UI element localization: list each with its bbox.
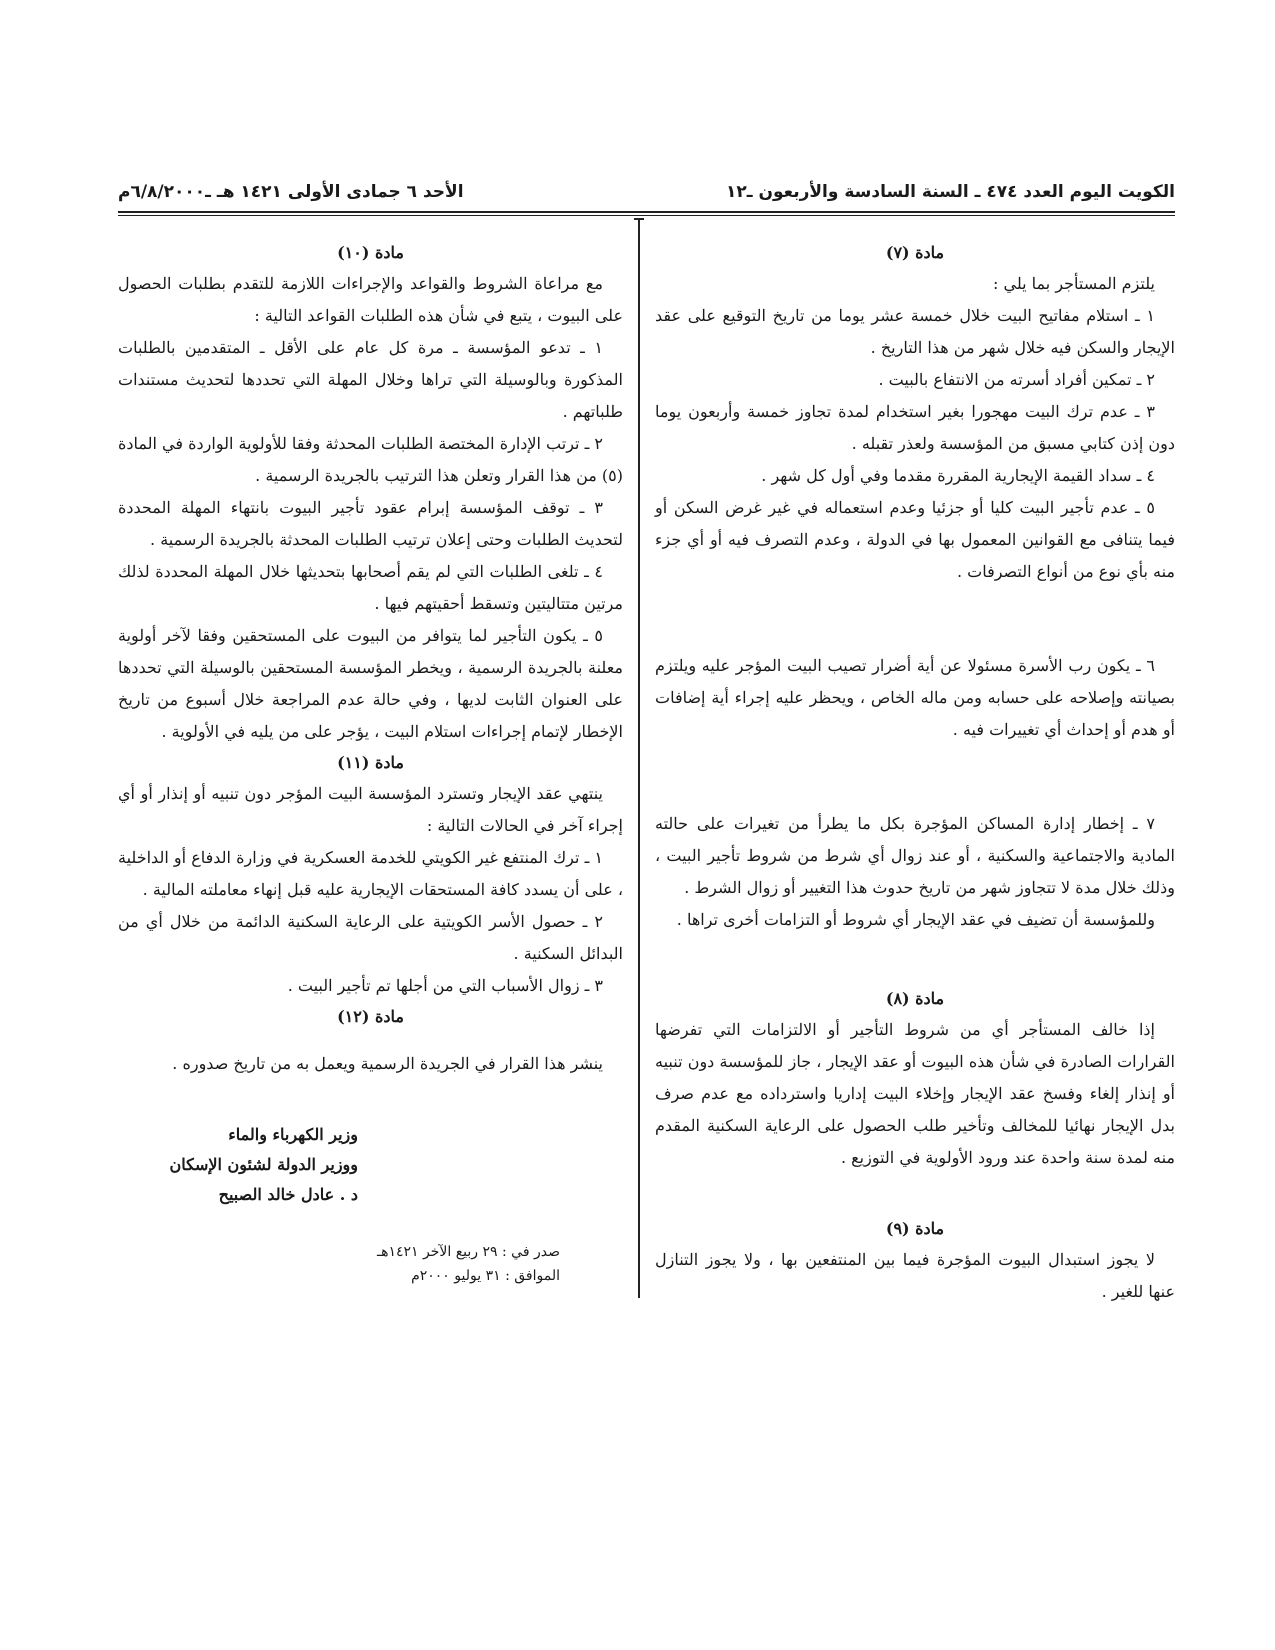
list-item: ٣ ـ عدم ترك البيت مهجورا بغير استخدام لمدة تجاوز خمسة وأربعون يوما دون إذن كتابي مسبق من المؤسسة ولعذر تقبله . <box>655 402 1175 453</box>
article-8 <box>655 984 1175 1174</box>
list-item: ٣ ـ توقف المؤسسة إبرام عقود تأجير البيوت بانتهاء المهلة المحددة لتحديث الطلبات وحتى إعلان ترتيب الطلبات المحدثة بالجريدة الرسمية . <box>118 498 623 549</box>
list-item: ٥ ـ يكون التأجير لما يتوافر من البيوت على المستحقين وفقا لآخر أولوية معلنة بالجريدة الرسمية ، ويخطر المؤسسة المستحقين بالوسيلة التي تحددها على العنوان الثابت لديها ، وفي حالة عدم المراجعة خلال أسبوع من تاريخ الإخطار لإتمام إجراءات استلام البيت ، يؤجر على من يليه في الأولوية . <box>118 626 623 741</box>
header-rule-thin <box>118 215 1175 216</box>
list-item: ٢ ـ ترتب الإدارة المختصة الطلبات المحدثة وفقا للأولوية الواردة في المادة (٥) من هذا القرار وتعلن هذا الترتيب بالجريدة الرسمية . <box>118 434 623 485</box>
article-closing: وللمؤسسة أن تضيف في عقد الإيجار أي شروط أو التزامات أخرى تراها . <box>676 910 1155 929</box>
article-intro: ينتهي عقد الإيجار وتسترد المؤسسة البيت المؤجر دون تنبيه أو إنذار أو أي إجراء آخر في الحالات التالية : <box>118 784 623 835</box>
left-column <box>118 238 623 1080</box>
list-item: ٦ ـ يكون رب الأسرة مسئولا عن أية أضرار تصيب البيت المؤجر عليه ويلتزم بصيانته وإصلاحه على حسابه ومن ماله الخاص ، ويحظر عليه إجراء أية إضافات أو هدم أو إحداث أي تغييرات فيه . <box>655 656 1175 739</box>
article-12 <box>118 1002 623 1080</box>
list-item: ٥ ـ عدم تأجير البيت كليا أو جزئيا وعدم استعماله في غير غرض السكن أو فيما يتنافى مع القوانين المعمول بها في الدولة ، وعدم التصرف فيه أو أي جزء منه بأي نوع من أنواع التصرفات . <box>655 498 1175 581</box>
right-column <box>655 238 1175 1308</box>
article-text: لا يجوز استبدال البيوت المؤجرة فيما بين المنتفعين بها ، ولا يجوز التنازل عنها للغير . <box>655 1250 1175 1301</box>
article-title: مادة (٧) <box>885 243 945 262</box>
column-divider-tick <box>634 218 644 220</box>
issue-date-block <box>330 1240 560 1288</box>
page-header <box>118 178 1175 208</box>
article-10 <box>118 238 623 748</box>
article-11 <box>118 748 623 1002</box>
list-item: ٤ ـ سداد القيمة الإيجارية المقررة مقدما وفي أول كل شهر . <box>761 466 1155 485</box>
list-item: ١ ـ تدعو المؤسسة ـ مرة كل عام على الأقل ـ المتقدمين بالطلبات المذكورة وبالوسيلة التي تراها وخلال المهلة التي تحددها لتحديث مستندات طلباتهم . <box>118 338 623 421</box>
article-title: مادة (٩) <box>885 1219 945 1238</box>
article-9 <box>655 1214 1175 1308</box>
signature-name: د . عادل خالد الصبيح <box>218 1185 358 1204</box>
list-item: ٢ ـ تمكين أفراد أسرته من الانتفاع بالبيت . <box>878 370 1155 389</box>
minister-signature <box>118 1120 358 1210</box>
article-text: إذا خالف المستأجر أي من شروط التأجير أو الالتزامات التي تفرضها القرارات الصادرة في شأن هذه البيوت أو عقد الإيجار ، جاز للمؤسسة دون تنبيه أو إنذار إلغاء وفسخ عقد الإيجار وإخلاء البيت إداريا واسترداده مع عدم صرف بدل الإيجار نهائيا للمخالف وتأخير طلب الحصول على الرعاية السكنية المقدم منه لمدة سنة واحدة عند ورود الأولوية في التوزيع . <box>655 1020 1175 1167</box>
list-item: ١ ـ ترك المنتفع غير الكويتي للخدمة العسكرية في وزارة الدفاع أو الداخلية ، على أن يسدد كافة المستحقات الإيجارية عليه قبل إنهاء معاملته المالية . <box>118 848 623 899</box>
issued-gregorian: الموافق : ٣١ يوليو ٢٠٠٠م <box>411 1268 560 1284</box>
article-title: مادة (١٠) <box>337 243 404 262</box>
list-item: ١ ـ استلام مفاتيح البيت خلال خمسة عشر يوما من تاريخ التوقيع على عقد الإيجار والسكن فيه خلال شهر من هذا التاريخ . <box>655 306 1175 357</box>
list-item: ٣ ـ زوال الأسباب التي من أجلها تم تأجير البيت . <box>287 976 603 995</box>
list-item: ٧ ـ إخطار إدارة المساكن المؤجرة بكل ما يطرأ من تغيرات على حالته المادية والاجتماعية والسكنية ، أو عند زوال أي شرط من شروط تأجير البيت ، وذلك خلال مدة لا تتجاوز شهر من تاريخ حدوث هذا التغيير أو زوال الشرط . <box>655 814 1175 897</box>
article-title: مادة (١١) <box>337 753 404 772</box>
signature-title: وزير الكهرباء والماء <box>228 1125 358 1144</box>
header-rule <box>118 211 1175 213</box>
article-title: مادة (١٢) <box>337 1007 404 1026</box>
column-divider <box>638 218 640 1298</box>
article-intro: يلتزم المستأجر بما يلي : <box>993 274 1155 293</box>
article-intro: مع مراعاة الشروط والقواعد والإجراءات اللازمة للتقدم بطلبات الحصول على البيوت ، يتبع في شأن هذه الطلبات القواعد التالية : <box>118 274 623 325</box>
article-title: مادة (٨) <box>885 989 945 1008</box>
list-item: ٢ ـ حصول الأسر الكويتية على الرعاية السكنية الدائمة من خلال أي من البدائل السكنية . <box>118 912 623 963</box>
issue-info: الكويت اليوم العدد ٤٧٤ ـ السنة السادسة والأربعون ـ١٢ <box>725 182 1175 202</box>
article-7 <box>655 238 1175 936</box>
signature-title: ووزير الدولة لشئون الإسكان <box>169 1155 358 1174</box>
list-item: ٤ ـ تلغى الطلبات التي لم يقم أصحابها بتحديثها خلال المهلة المحددة لذلك مرتين متتاليتين وتسقط أحقيتهم فيها . <box>118 562 623 613</box>
article-text: ينشر هذا القرار في الجريدة الرسمية ويعمل به من تاريخ صدوره . <box>172 1054 603 1073</box>
issued-hijri: صدر في : ٢٩ ربيع الآخر ١٤٢١هـ <box>377 1244 560 1260</box>
date-info: الأحد ٦ جمادى الأولى ١٤٢١ هـ ـ٦/٨/٢٠٠٠م <box>118 182 464 202</box>
